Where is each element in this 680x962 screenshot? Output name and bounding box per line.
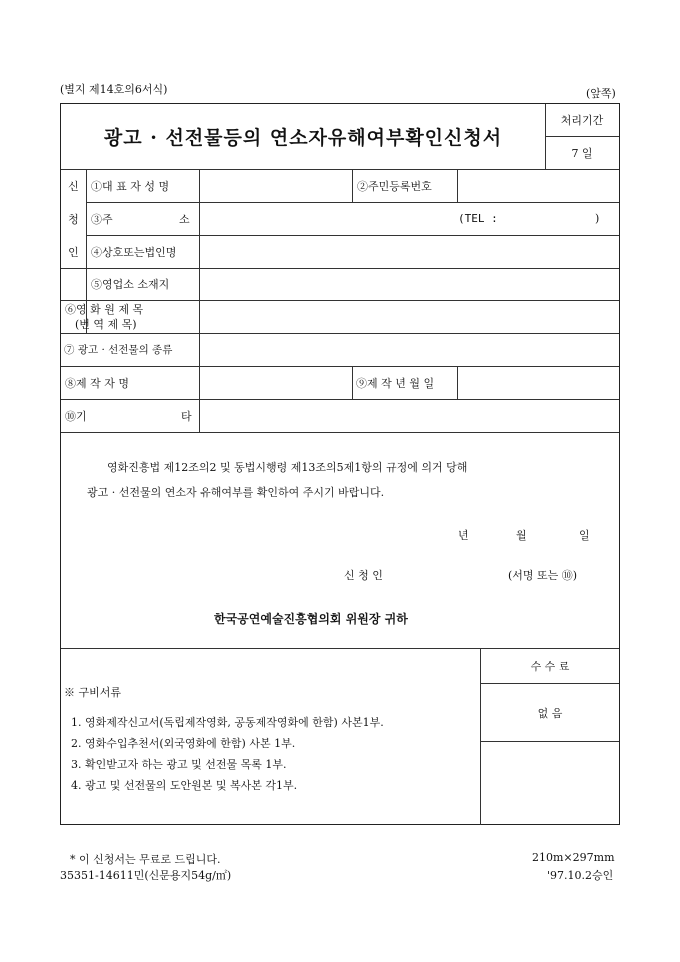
film-title-field[interactable] [200,301,618,333]
form-print-code: 35351-14611민(신문용지54g/㎡) [60,869,232,882]
company-name-field[interactable] [200,236,618,268]
resident-number-field[interactable] [458,170,618,202]
required-document-2: 2. 영화수입추천서(외국영화에 한함) 사본 1부. [71,737,296,750]
addressee: 한국공연예술진흥협의회 위원장 귀하 [214,612,408,626]
other-label-end: 타 [181,409,192,423]
processing-period-value: 7 일 [571,147,593,160]
ad-type-field[interactable] [200,334,618,366]
required-document-3: 3. 확인받고자 하는 광고 및 선전물 목록 1부. [71,758,287,771]
resident-number-label: ②주민등록번호 [357,179,432,193]
office-address-field[interactable] [200,269,618,300]
producer-field[interactable] [200,367,351,399]
fee-label: 수 수 료 [530,660,570,673]
statement-line-2: 광고 · 선전물의 연소자 유해여부를 확인하여 주시기 바랍니다. [87,486,385,499]
fee-value: 없 음 [537,706,563,720]
required-document-1: 1. 영화제작신고서(독립제작영화, 공동제작영화에 한함) 사본1부. [71,716,384,729]
company-name-label: ④상호또는법인명 [91,245,177,259]
ad-type-label: ⑦ 광고 · 선전물의 종류 [64,344,173,356]
other-field[interactable] [200,400,618,432]
required-document-4: 4. 광고 및 선전물의 도안원본 및 복사본 각1부. [71,779,298,792]
paper-size: 210m×297mm [532,851,615,864]
tel-close: ) [595,212,600,225]
tel-field[interactable] [551,203,595,235]
page-side-label: (앞쪽) [586,87,616,100]
processing-period-label: 처리기간 [560,114,604,127]
free-form-note: * 이 신청서는 무료로 드립니다. [70,853,221,866]
statement-line-1: 영화진흥법 제12조의2 및 동법시행령 제13조의5제1항의 규정에 의거 당해 [107,461,468,474]
applicant-signature-label: 신 청 인 [344,569,383,582]
production-date-label: ⑨제 작 년 월 일 [356,376,435,390]
address-label-end: 소 [179,212,190,226]
approval-date: '97.10.2승인 [547,869,614,882]
production-date-field[interactable] [458,367,618,399]
signature-or-seal: (서명 또는 ⑩) [508,569,578,582]
applicant-char-1: 신 [68,179,79,193]
film-title-label: ⑥영 화 원 제 목 [65,302,144,316]
tel-label: (TEL : [458,212,498,225]
applicant-char-2: 청 [68,212,79,226]
application-form [60,103,620,825]
film-title-translation-label: (번 역 제 목) [75,317,137,331]
rep-name-label: ①대 표 자 성 명 [91,179,170,193]
address-label: ③주 [91,212,113,226]
form-title: 광고 · 선전물등의 연소자유해여부확인신청서 [103,127,503,149]
address-field[interactable] [200,203,452,235]
office-address-label: ⑤영업소 소재지 [91,278,170,291]
date-month-label: 월 [516,529,527,542]
form-code: (별지 제14호의6서식) [60,83,168,96]
required-documents-title: ※ 구비서류 [64,686,122,699]
date-day-label: 일 [579,529,590,542]
applicant-char-3: 인 [68,245,79,259]
other-label: ⑩기 [65,409,87,423]
rep-name-field[interactable] [200,170,351,202]
producer-label: ⑧제 작 자 명 [65,376,129,390]
date-year-label: 년 [458,529,469,542]
